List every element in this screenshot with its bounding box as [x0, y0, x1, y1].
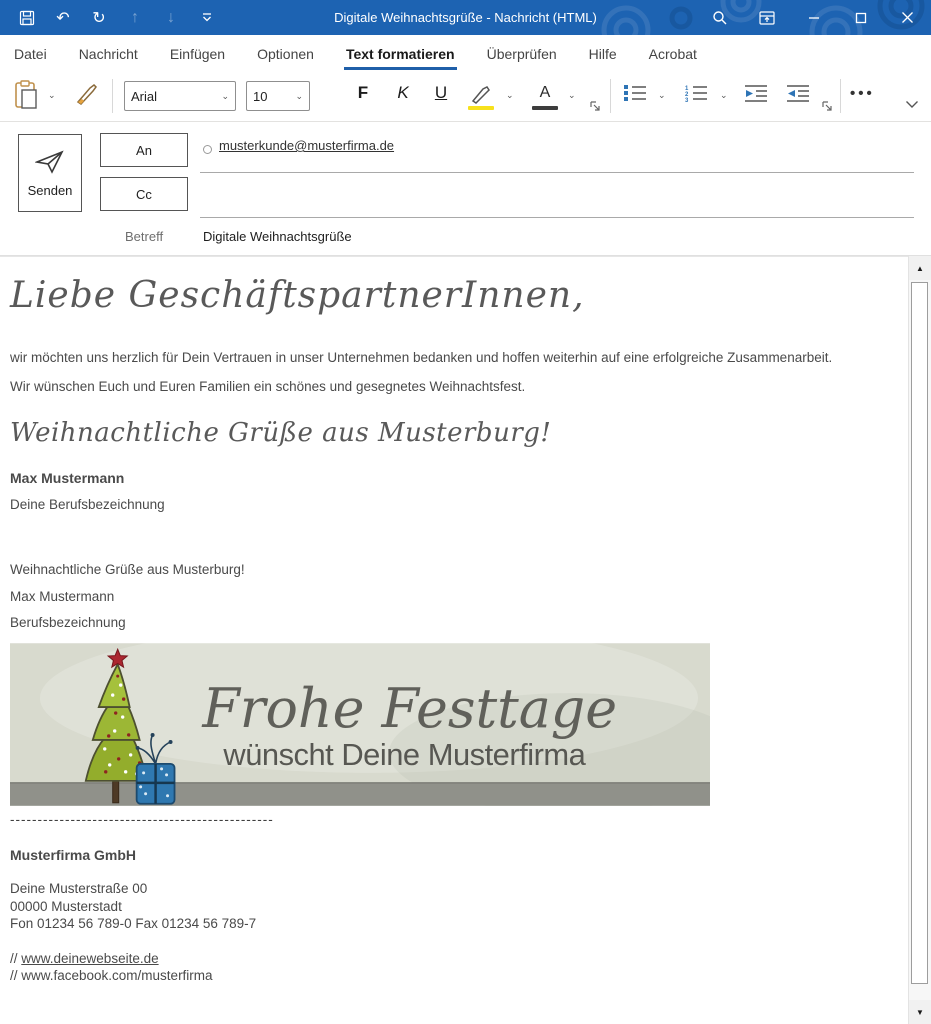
- maximize-button[interactable]: [837, 0, 884, 35]
- font-size-select[interactable]: [246, 81, 310, 111]
- tab-hilfe[interactable]: Hilfe: [588, 45, 617, 62]
- vertical-scrollbar[interactable]: [908, 256, 931, 1024]
- subject-label: Betreff: [125, 229, 164, 244]
- highlight-dropdown-icon[interactable]: ⌄: [506, 90, 514, 100]
- ribbon-divider: [112, 79, 113, 113]
- search-icon[interactable]: [696, 0, 743, 35]
- subject-field[interactable]: Digitale Weihnachtsgrüße: [203, 229, 352, 244]
- to-field-underline[interactable]: [200, 172, 914, 173]
- ribbon-divider: [610, 79, 611, 113]
- website-link[interactable]: www.deinewebseite.de: [21, 950, 159, 966]
- christmas-banner-image: [10, 643, 710, 806]
- plain-sender-name: Max Mustermann: [10, 589, 115, 604]
- customize-qat-icon[interactable]: [194, 5, 220, 31]
- ribbon-divider: [840, 79, 841, 113]
- bold-button[interactable]: F: [357, 83, 369, 102]
- close-button[interactable]: [884, 0, 931, 35]
- tab-text-formatieren[interactable]: Text formatieren: [330, 35, 471, 72]
- ribbon: [0, 72, 931, 122]
- italic-button[interactable]: K: [397, 83, 409, 102]
- format-painter-icon[interactable]: [74, 82, 100, 108]
- company-address: [10, 880, 908, 933]
- scrollbar-thumb[interactable]: [911, 282, 928, 984]
- highlight-color-button[interactable]: [466, 80, 496, 110]
- tab-optionen[interactable]: Optionen: [257, 45, 314, 62]
- decrease-indent-icon[interactable]: [744, 84, 768, 102]
- more-commands-button[interactable]: •••: [850, 85, 875, 102]
- font-family-value: Arial: [131, 88, 158, 104]
- paste-dropdown-icon[interactable]: ⌄: [48, 90, 56, 100]
- body-paragraph: wir möchten uns herzlich für Dein Vertrauen in unser Unternehmen bedanken und hoffen weiterhin auf eine erfolgreiche Zusammenarbeit.: [10, 350, 833, 365]
- paste-icon[interactable]: [14, 80, 38, 110]
- tab-ueberpruefen[interactable]: Überprüfen: [486, 45, 557, 62]
- link-prefix: //: [10, 950, 22, 966]
- closing-script-text: Weihnachtliche Grüße aus Musterburg!: [10, 418, 552, 448]
- tab-acrobat[interactable]: Acrobat: [648, 45, 697, 62]
- title-bar: [0, 0, 931, 35]
- increase-indent-icon[interactable]: [786, 84, 810, 102]
- tab-einfuegen[interactable]: Einfügen: [169, 45, 226, 62]
- presence-icon: [203, 145, 212, 154]
- banner-headline: Frohe Festtage: [202, 676, 618, 740]
- save-icon[interactable]: [14, 5, 40, 31]
- address-phone: Fon 01234 56 789-0 Fax 01234 56 789-7: [10, 916, 257, 931]
- facebook-line: // www.facebook.com/musterfirma: [10, 968, 213, 983]
- bullet-list-dropdown-icon[interactable]: ⌄: [658, 90, 666, 100]
- message-body-editor[interactable]: [0, 256, 908, 1024]
- ribbon-display-options-icon[interactable]: [743, 0, 790, 35]
- redo-icon[interactable]: ↻: [92, 9, 106, 27]
- numbered-list-dropdown-icon[interactable]: ⌄: [720, 90, 728, 100]
- underline-button[interactable]: U: [434, 83, 448, 102]
- signature-links: [10, 950, 908, 985]
- font-color-dropdown-icon[interactable]: ⌄: [568, 90, 576, 100]
- tab-nachricht[interactable]: Nachricht: [78, 45, 138, 62]
- chevron-down-icon: ⌄: [295, 90, 303, 101]
- font-color-button[interactable]: [530, 80, 560, 110]
- website-line: [10, 950, 908, 968]
- ribbon-tab-bar: [0, 35, 931, 72]
- numbered-list-icon[interactable]: [684, 84, 708, 102]
- body-paragraph: Wir wünschen Euch und Euren Familien ein schönes und gesegnetes Weihnachtsfest.: [10, 379, 526, 394]
- signature-divider: ------------------------------------------------: [10, 812, 274, 827]
- font-family-select[interactable]: [124, 81, 236, 111]
- svg-text:3: 3: [685, 98, 689, 102]
- font-color-swatch: [532, 106, 558, 110]
- compose-header: [0, 122, 931, 256]
- address-street: Deine Musterstraße 00: [10, 881, 148, 896]
- sender-name: Max Mustermann: [10, 470, 125, 486]
- address-city: 00000 Musterstadt: [10, 898, 122, 914]
- font-dialog-launcher-icon[interactable]: [590, 101, 601, 112]
- company-name: Musterfirma GmbH: [10, 847, 137, 863]
- scroll-down-icon[interactable]: ▼: [909, 1000, 931, 1024]
- window-title: Digitale Weihnachtsgrüße - Nachricht (HTML): [334, 10, 597, 25]
- bullet-list-icon[interactable]: [624, 84, 646, 102]
- minimize-button[interactable]: [790, 0, 837, 35]
- paragraph-dialog-launcher-icon[interactable]: [822, 101, 833, 112]
- to-recipient-link[interactable]: musterkunde@musterfirma.de: [219, 138, 395, 153]
- to-button[interactable]: An: [100, 133, 188, 167]
- svg-text:2: 2: [685, 92, 689, 98]
- banner-subline: wünscht Deine Musterfirma: [223, 736, 586, 772]
- send-plane-icon: [35, 149, 65, 175]
- send-button[interactable]: [18, 134, 82, 212]
- chevron-down-icon: ⌄: [221, 90, 229, 101]
- tab-datei[interactable]: Datei: [14, 45, 47, 62]
- undo-icon[interactable]: ↶: [56, 9, 70, 27]
- quick-access-toolbar: [14, 5, 220, 31]
- sender-job-title: Deine Berufsbezeichnung: [10, 497, 165, 512]
- plain-closing-text: Weihnachtliche Grüße aus Musterburg!: [10, 562, 245, 577]
- move-down-icon[interactable]: ↓: [167, 8, 175, 26]
- font-size-value: 10: [253, 88, 268, 104]
- window-controls: [696, 0, 931, 35]
- highlight-color-swatch: [468, 106, 494, 110]
- scroll-up-icon[interactable]: ▲: [909, 256, 931, 280]
- collapse-ribbon-icon[interactable]: [905, 100, 919, 109]
- cc-button[interactable]: Cc: [100, 177, 188, 211]
- send-button-label: Senden: [27, 182, 73, 198]
- font-color-letter: A: [539, 83, 551, 101]
- greeting-script-text: Liebe GeschäftspartnerInnen,: [10, 275, 585, 316]
- svg-text:1: 1: [685, 86, 689, 92]
- move-up-icon[interactable]: ↑: [131, 8, 139, 26]
- plain-job-title: Berufsbezeichnung: [10, 615, 126, 630]
- cc-field-underline[interactable]: [200, 217, 914, 218]
